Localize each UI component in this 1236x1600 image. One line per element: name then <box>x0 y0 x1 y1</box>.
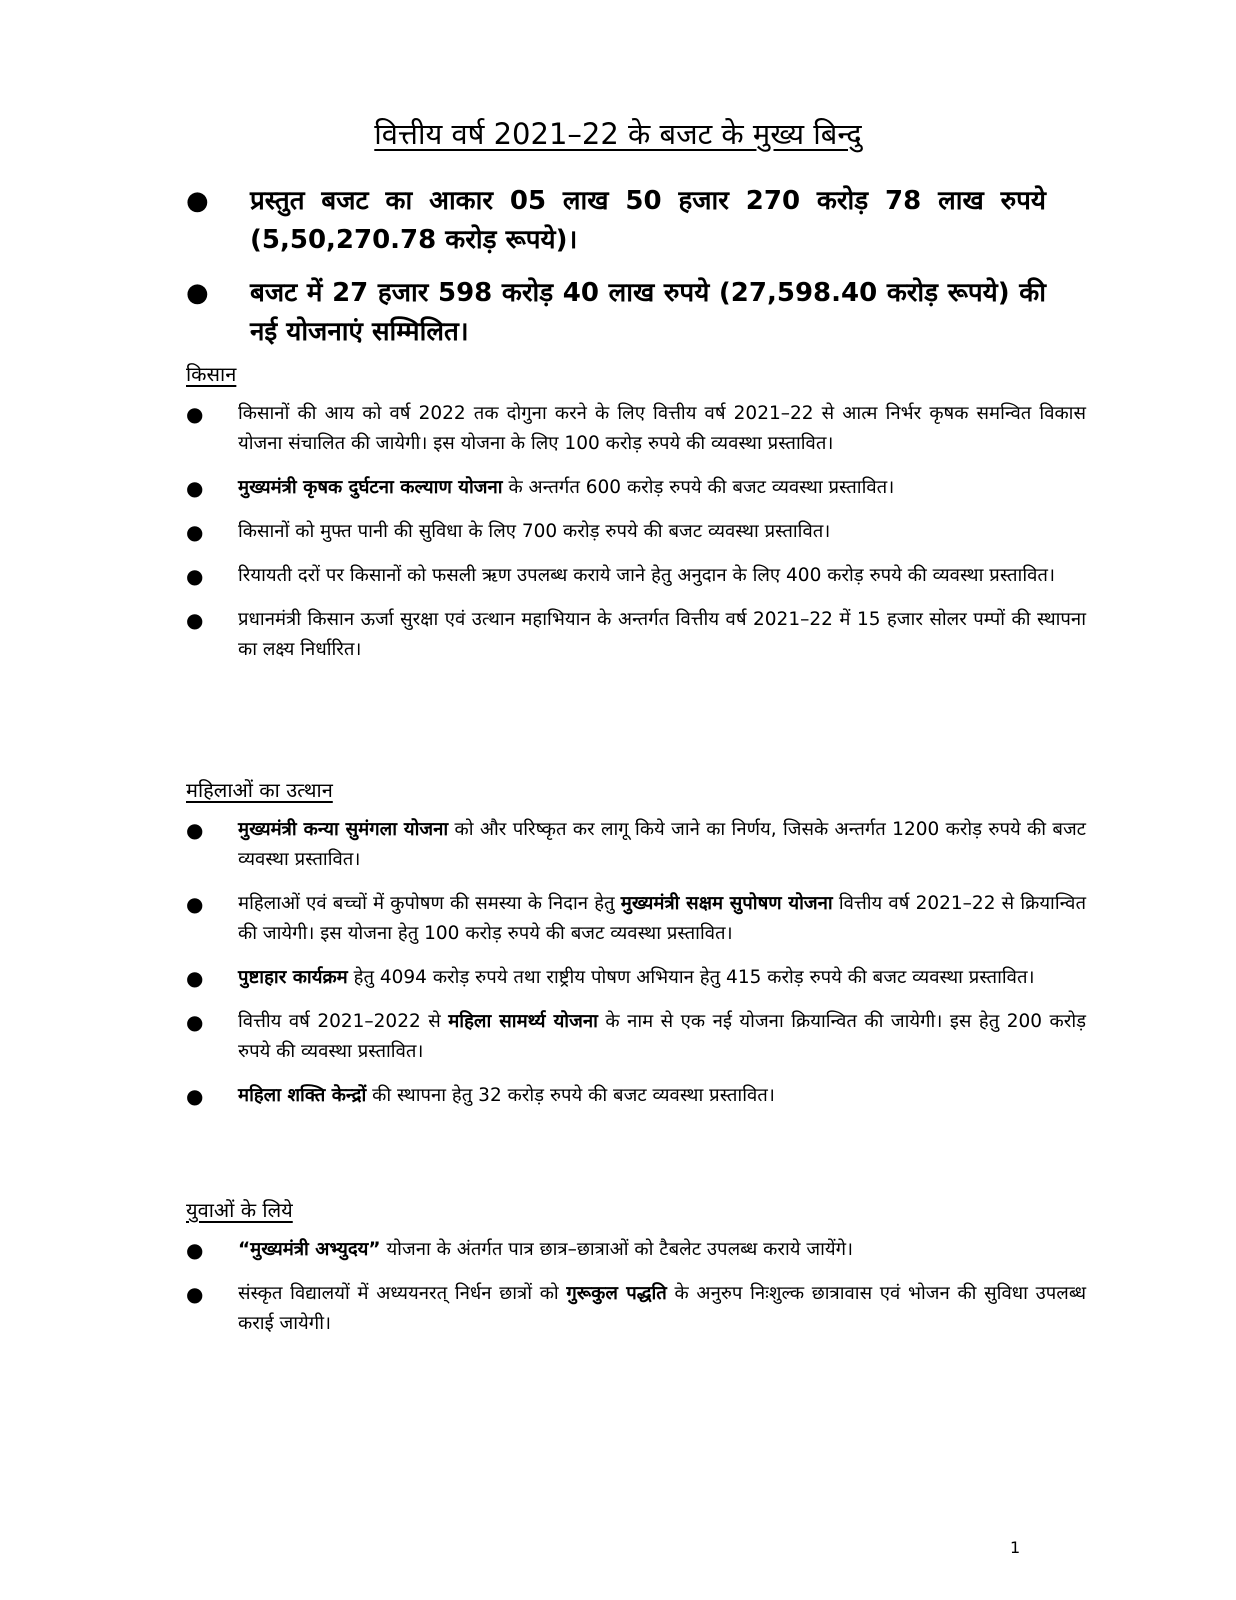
item-text: रियायती दरों पर किसानों को फसली ऋण उपलब्ध कराये जाने हेतु अनुदान के लिए 400 करोड़ रुपये की व्यवस्था प्रस्तावित। <box>238 565 1055 586</box>
item-bold-text: गुरूकुल पद्धति <box>566 1283 667 1304</box>
item-text: के अन्तर्गत 600 करोड़ रुपये की बजट व्यवस्था प्रस्तावित। <box>502 477 895 498</box>
bullet-icon: ● <box>186 818 204 842</box>
item-text: वित्तीय वर्ष 2021–22 से क्रियान्वित की जायेगी। इस योजना हेतु 100 करोड़ रुपये की बजट व्यवस्था प्रस्तावित। <box>238 893 1086 944</box>
bullet-icon: ● <box>186 892 204 916</box>
item-bold-text: मुख्यमंत्री कन्या सुमंगला योजना <box>238 819 449 840</box>
item-text: वित्तीय वर्ष 2021–2022 से <box>238 1011 449 1032</box>
item-text: हेतु 4094 करोड़ रुपये तथा राष्ट्रीय पोषण अभियान हेतु 415 करोड़ रुपये की बजट व्यवस्था प्रस्तावित। <box>347 967 1035 988</box>
bullet-icon: ● <box>186 476 204 500</box>
bullet-icon: ● <box>186 608 204 632</box>
bullet-icon: ● <box>186 966 204 990</box>
list-item <box>186 561 1086 591</box>
list-item <box>186 1081 1086 1111</box>
list-item <box>186 1007 1086 1067</box>
bullet-icon: ● <box>186 402 204 426</box>
section-mahila <box>186 776 1086 1125</box>
list-item <box>186 517 1086 547</box>
bullet-icon: ● <box>186 564 204 588</box>
item-text: महिलाओं एवं बच्चों में कुपोषण की समस्या के निदान हेतु <box>238 893 621 914</box>
item-bold-text: महिला सामर्थ्य योजना <box>448 1011 598 1032</box>
list-item <box>186 1235 1086 1265</box>
item-bold-text: मुख्यमंत्री कृषक दुर्घटना कल्याण योजना <box>238 477 503 498</box>
page-title <box>0 114 1236 153</box>
bullet-icon: ● <box>186 1282 204 1306</box>
bullet-icon: ● <box>186 1084 204 1108</box>
list-item <box>186 963 1086 993</box>
bullet-icon: ● <box>186 186 209 216</box>
page-number: 1 <box>1010 1538 1021 1557</box>
item-text: के अनुरुप निःशुल्क छात्रावास एवं भोजन की सुविधा उपलब्ध कराई जायेगी। <box>238 1283 1086 1334</box>
item-bold-text: “मुख्यमंत्री अभ्युदय” <box>238 1239 381 1260</box>
item-text: संस्कृत विद्यालयों में अध्ययनरत् निर्धन छात्रों को <box>238 1283 567 1304</box>
list-item <box>186 1279 1086 1339</box>
list-item <box>186 473 1086 503</box>
item-text: किसानों को मुफ्त पानी की सुविधा के लिए 700 करोड़ रुपये की बजट व्यवस्था प्रस्तावित। <box>238 521 831 542</box>
key-point-text: बजट में 27 हजार 598 करोड़ 40 लाख रुपये (27,598.40 करोड़ रूपये) की नई योजनाएं सम्मिलित। <box>250 278 1046 347</box>
section-heading: किसान <box>186 362 237 386</box>
item-text: आत्म निर्भर कृषक समन्वित विकास योजना <box>238 403 1086 454</box>
key-points-list <box>186 182 1046 366</box>
item-text: संचालित की जायेगी। इस योजना के लिए 100 करोड़ रुपये की व्यवस्था प्रस्तावित। <box>282 433 834 454</box>
list-item <box>186 605 1086 665</box>
item-text: के नाम से एक नई योजना क्रियान्वित की जायेगी। इस हेतु 200 करोड़ रुपये की व्यवस्था प्रस्तावित। <box>238 1011 1087 1062</box>
bullet-icon: ● <box>186 520 204 544</box>
item-text: को और परिष्कृत कर लागू किये जाने का निर्णय, जिसके अन्तर्गत 1200 करोड़ रुपये की बजट व्यवस्था प्रस्तावित। <box>238 819 1086 870</box>
bullet-icon: ● <box>186 278 209 308</box>
key-point <box>186 182 1046 260</box>
list-item <box>186 399 1086 459</box>
item-bold-text: पुष्टाहार कार्यक्रम <box>238 967 348 988</box>
list-item <box>186 815 1086 875</box>
bullet-icon: ● <box>186 1238 204 1262</box>
item-text: की स्थापना हेतु 32 करोड़ रुपये की बजट व्यवस्था प्रस्तावित। <box>366 1085 775 1106</box>
section-kisan <box>186 360 1086 679</box>
bullet-icon: ● <box>186 1010 204 1034</box>
key-point <box>186 274 1046 352</box>
item-text: योजना के अंतर्गत पात्र छात्र–छात्राओं को टैबलेट उपलब्ध कराये जायेंगे। <box>380 1239 854 1260</box>
item-bold-text: महिला शक्ति केन्द्रों <box>238 1085 367 1106</box>
item-text: प्रधानमंत्री किसान ऊर्जा सुरक्षा एवं उत्थान महाभियान के अन्तर्गत वित्तीय वर्ष 2021–22 में 15 हजार सोलर पम्पों की स्थापना का लक्ष्य निर्धारित। <box>238 609 1086 660</box>
item-text: किसानों की आय को वर्ष 2022 तक दोगुना करने के लिए वित्तीय वर्ष 2021–22 से <box>238 403 843 424</box>
key-point-text: प्रस्तुत बजट का आकार 05 लाख 50 हजार 270 करोड़ 78 लाख रुपये (5,50,270.78 करोड़ रूपये)। <box>250 186 1046 255</box>
section-yuva <box>186 1196 1086 1353</box>
section-heading: युवाओं के लिये <box>186 1198 293 1222</box>
list-item <box>186 889 1086 949</box>
section-heading: महिलाओं का उत्थान <box>186 778 333 802</box>
item-bold-text: मुख्यमंत्री सक्षम सुपोषण योजना <box>620 893 833 914</box>
page-title-text: वित्तीय वर्ष 2021–22 के बजट के मुख्य बिन्दु <box>374 117 862 151</box>
